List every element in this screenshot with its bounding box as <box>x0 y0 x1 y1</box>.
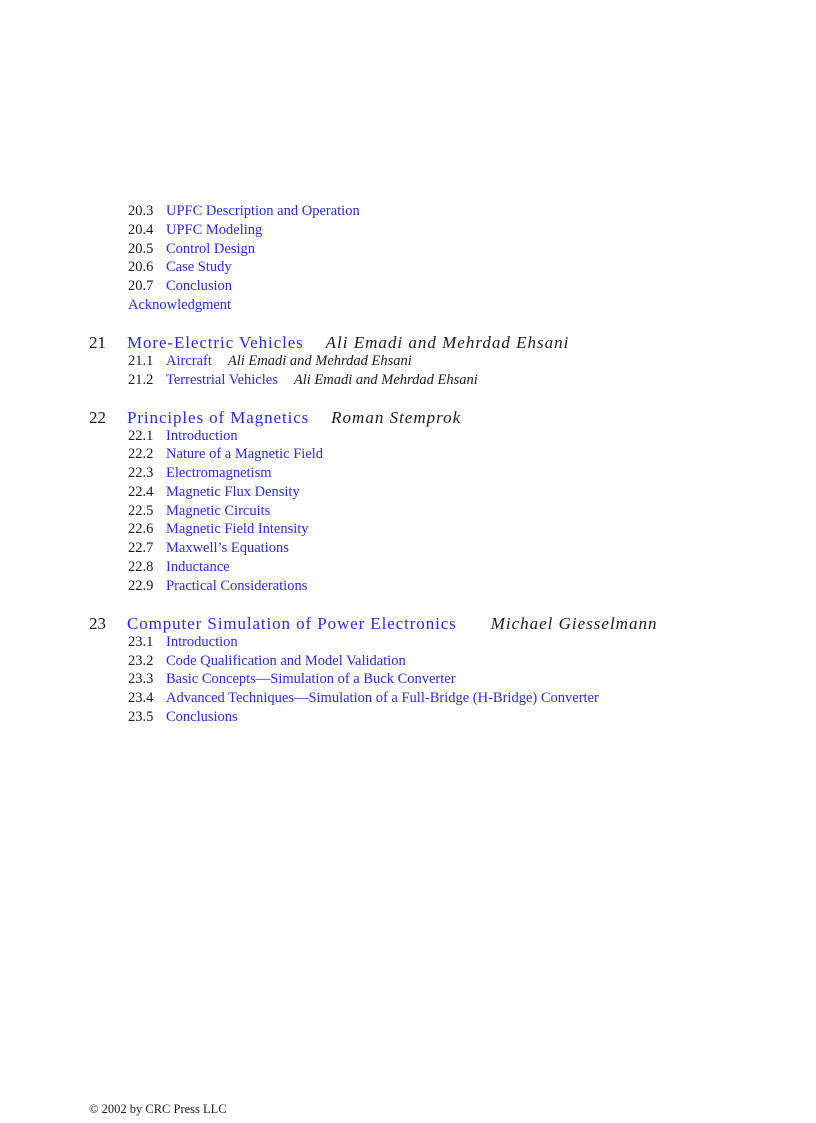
section-link[interactable]: Advanced Techniques—Simulation of a Full-Bridge (H-Bridge) Converter <box>166 690 599 706</box>
section-number: 21.2 <box>128 372 154 388</box>
section-number: 22.7 <box>128 540 154 556</box>
section-number: 22.9 <box>128 578 154 594</box>
toc-section-20-5 <box>128 240 255 258</box>
toc-chapter-22 <box>89 408 461 428</box>
toc-section-22-3 <box>128 464 272 482</box>
section-number: 21.1 <box>128 353 154 369</box>
toc-section-20-3 <box>128 202 360 220</box>
section-link[interactable]: Terrestrial Vehicles <box>166 372 278 388</box>
chapter-number: 23 <box>89 614 106 633</box>
section-number: 23.5 <box>128 709 154 725</box>
section-number: 22.4 <box>128 484 154 500</box>
acknowledgment-link[interactable]: Acknowledgment <box>128 297 232 313</box>
toc-section-22-6 <box>128 520 309 538</box>
copyright-footer: © 2002 by CRC Press LLC <box>89 1102 227 1116</box>
section-number: 20.3 <box>128 203 154 219</box>
section-number: 22.8 <box>128 559 154 575</box>
section-link[interactable]: Introduction <box>166 634 238 650</box>
section-number: 20.7 <box>128 278 154 294</box>
toc-section-21-2 <box>128 371 478 389</box>
toc-section-22-1 <box>128 427 238 445</box>
section-number: 20.4 <box>128 222 154 238</box>
toc-chapter-23 <box>89 614 657 634</box>
section-link[interactable]: Maxwell’s Equations <box>166 540 289 556</box>
section-link[interactable]: Inductance <box>166 559 230 575</box>
section-number: 22.5 <box>128 503 154 519</box>
toc-section-23-4 <box>128 689 599 707</box>
toc-section-23-2 <box>128 652 406 670</box>
toc-section-21-1 <box>128 352 412 370</box>
toc-section-20-4 <box>128 221 262 239</box>
chapter-link[interactable]: Principles of Magnetics <box>127 408 310 427</box>
toc-section-20-7 <box>128 277 232 295</box>
toc-section-23-3 <box>128 670 456 688</box>
section-link[interactable]: UPFC Description and Operation <box>166 203 360 219</box>
toc-section-22-4 <box>128 483 300 501</box>
section-number: 20.5 <box>128 241 154 257</box>
section-author: Ali Emadi and Mehrdad Ehsani <box>227 353 412 369</box>
section-link[interactable]: Magnetic Circuits <box>166 503 271 519</box>
chapter-number: 22 <box>89 408 106 427</box>
chapter-author: Ali Emadi and Mehrdad Ehsani <box>325 333 570 352</box>
section-number: 23.1 <box>128 634 154 650</box>
toc-section-23-1 <box>128 633 238 651</box>
section-number: 22.3 <box>128 465 154 481</box>
section-link[interactable]: Code Qualification and Model Validation <box>166 653 406 669</box>
section-link[interactable]: Conclusions <box>166 709 238 725</box>
toc-chapter-21 <box>89 333 569 353</box>
chapter-author: Michael Giesselmann <box>490 614 658 633</box>
section-link[interactable]: Basic Concepts—Simulation of a Buck Converter <box>166 671 456 687</box>
chapter-number: 21 <box>89 333 106 352</box>
section-link[interactable]: Aircraft <box>166 353 212 369</box>
toc-section-22-5 <box>128 502 270 520</box>
section-link[interactable]: Conclusion <box>166 278 233 294</box>
toc-section-20-6 <box>128 258 232 276</box>
section-link[interactable]: Nature of a Magnetic Field <box>166 446 324 462</box>
section-author: Ali Emadi and Mehrdad Ehsani <box>293 372 478 388</box>
section-link[interactable]: Magnetic Field Intensity <box>166 521 309 537</box>
toc-section-22-9 <box>128 577 307 595</box>
chapter-link[interactable]: Computer Simulation of Power Electronics <box>127 614 457 633</box>
section-link[interactable]: Electromagnetism <box>166 465 272 481</box>
section-number: 22.6 <box>128 521 154 537</box>
section-link[interactable]: Case Study <box>166 259 232 275</box>
toc-section-22-8 <box>128 558 230 576</box>
section-link[interactable]: Magnetic Flux Density <box>166 484 300 500</box>
section-number: 23.2 <box>128 653 154 669</box>
toc-section-22-7 <box>128 539 289 557</box>
section-link[interactable]: UPFC Modeling <box>166 222 263 238</box>
toc-section-23-5 <box>128 708 238 726</box>
chapter-link[interactable]: More-Electric Vehicles <box>127 333 304 352</box>
section-number: 22.2 <box>128 446 154 462</box>
section-number: 20.6 <box>128 259 154 275</box>
section-number: 23.3 <box>128 671 154 687</box>
section-link[interactable]: Introduction <box>166 428 238 444</box>
toc-section-22-2 <box>128 445 323 463</box>
section-link[interactable]: Control Design <box>166 241 256 257</box>
section-number: 22.1 <box>128 428 154 444</box>
chapter-author: Roman Stemprok <box>331 408 462 427</box>
section-number: 23.4 <box>128 690 154 706</box>
section-link[interactable]: Practical Considerations <box>166 578 308 594</box>
